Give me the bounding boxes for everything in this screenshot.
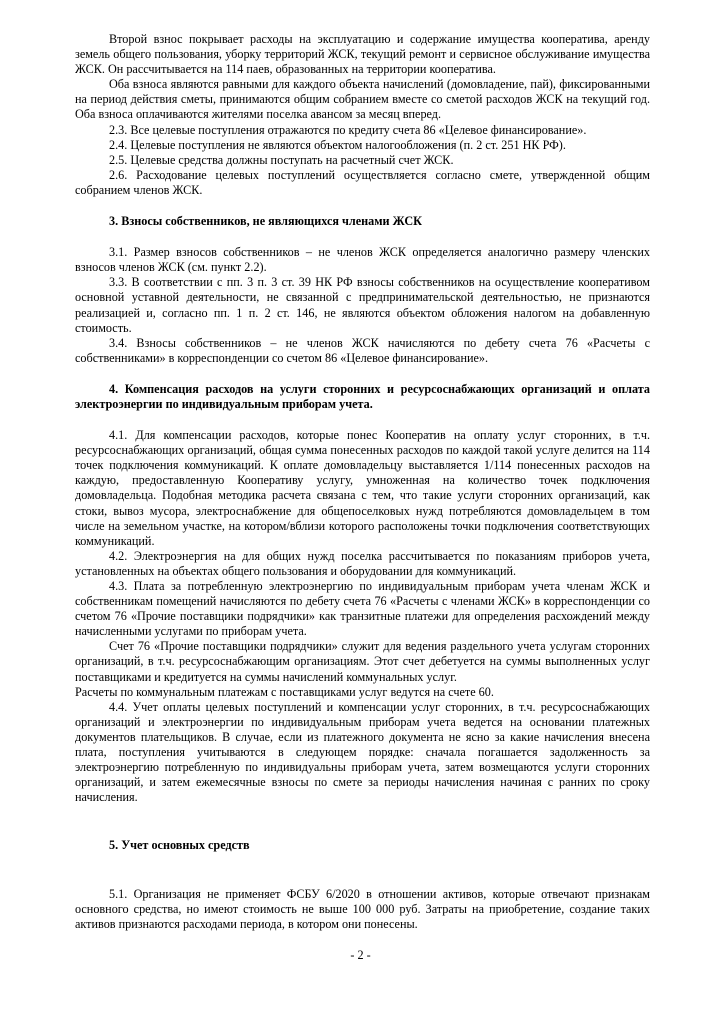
paragraph-3-3: 3.3. В соответствии с пп. 3 п. 3 ст. 39 НК РФ взносы собственников на осуществление кооперативом основной уставной деятельности, не связанной с предпринимательской деятельностью, не признаются реализацией и, согласно пп. 1 п. 2 ст. 146, не являются объектом обложения налогом на добавленную стоимость. — [75, 275, 650, 335]
paragraph-4-4: 4.4. Учет оплаты целевых поступлений и компенсации услуг сторонних, в т.ч. ресурсоснабжающих организаций и электроэнергии по индивидуальным приборам учета ведется на основании платежных документов плательщиков. В случае, если из платежного документа не ясно за какие начисления внесена плата, поступления учитываются в следующем порядке: сначала погашается задолженность за электроэнергию потребленную по индивидуальны приборам учета, затем возмещаются услуги сторонних организаций, и затем ежемесячные взносы по смете за периоды начисления начиная с ранних по сроку начисления. — [75, 699, 650, 805]
document-page — [75, 32, 650, 932]
page-number: - 2 - — [350, 948, 371, 962]
paragraph-2-5: 2.5. Целевые средства должны поступать на расчетный счет ЖСК. — [109, 152, 454, 167]
paragraph-4-1: 4.1. Для компенсации расходов, которые понес Кооператив на оплату услуг сторонних, в т.ч. ресурсоснабжающих организаций, общая сумма понесенных расходов по каждой такой услуге делится на 114 точек подключения коммуникаций. К оплате домовладельцу выставляется 1/114 понесенных расходов на каждую, предоставленную Кооперативу услугу, умноженная на количество точек подключения домовладельца. Подобная методика расчета связана с тем, что такие услуги сторонних организаций, как стоки, вывоз мусора, электроснабжение для общепоселковых нужд потребляются домовладельцем в том числе на земельном участке, на котором/вблизи которого расположены точки подключения соответствующих коммуникаций. — [75, 428, 650, 548]
paragraph-account-60: Расчеты по коммунальным платежам с поставщиками услуг ведутся на счете 60. — [75, 684, 494, 699]
section-4-heading: 4. Компенсация расходов на услуги сторонних и ресурсоснабжающих организаций и оплата электроэнергии по индивидуальным приборам учета. — [75, 381, 650, 411]
paragraph-2-6: 2.6. Расходование целевых поступлений осуществляется согласно смете, утвержденной общим собранием членов ЖСК. — [75, 167, 650, 197]
paragraph-both-fees: Оба взноса являются равными для каждого объекта начислений (домовладение, пай), фиксированными на период действия сметы, принимаются общим собранием вместе со сметой расходов ЖСК на текущий год. Оба взноса оплачиваются жителями поселка авансом за месяц вперед. — [75, 77, 650, 122]
paragraph-account-76: Счет 76 «Прочие поставщики подрядчики» служит для ведения раздельного учета услугам сторонних организаций, в т.ч. ресурсоснабжающим организациям. Этот счет дебетуется на суммы выполненных услуг поставщиками и кредитуется на суммы начислений коммунальных услуг. — [75, 639, 650, 684]
paragraph-2-3: 2.3. Все целевые поступления отражаются по кредиту счета 86 «Целевое финансирование». — [109, 122, 587, 137]
paragraph-4-3: 4.3. Плата за потребленную электроэнергию по индивидуальным приборам учета членам ЖСК и собственникам помещений начисляются по дебету счета 76 «Расчеты с членами ЖСК» в корреспонденции со счетом 76 «Прочие поставщики подрядчики» как транзитные платежи для определения расхождений между начисленными услугами по приборам учета. — [75, 579, 650, 639]
section-5-heading: 5. Учет основных средств — [109, 838, 250, 853]
paragraph-3-4: 3.4. Взносы собственников – не членов ЖСК начисляются по дебету счета 76 «Расчеты с собственниками» в корреспонденции со счетом 86 «Целевое финансирование». — [75, 335, 650, 365]
paragraph-4-2: 4.2. Электроэнергия на для общих нужд поселка рассчитывается по показаниям приборов учета, установленных на объектах общего пользования и оборудовании для коммуникаций. — [75, 548, 650, 578]
paragraph-second-fee: Второй взнос покрывает расходы на эксплуатацию и содержание имущества кооператива, аренду земель общего пользования, уборку территорий ЖСК, текущий ремонт и сервисное обслуживание имущества ЖСК. Он рассчитывается на 114 паев, образованных на территории кооператива. — [75, 32, 650, 77]
section-3-heading: 3. Взносы собственников, не являющихся членами ЖСК — [109, 214, 423, 229]
paragraph-3-1: 3.1. Размер взносов собственников – не членов ЖСК определяется аналогично размеру членских взносов членов ЖСК (см. пункт 2.2). — [75, 245, 650, 275]
paragraph-2-4: 2.4. Целевые поступления не являются объектом налогообложения (п. 2 ст. 251 НК РФ). — [109, 137, 566, 152]
paragraph-5-1: 5.1. Организация не применяет ФСБУ 6/2020 в отношении активов, которые отвечают признакам основного средства, но имеют стоимость не выше 100 000 руб. Затраты на приобретение, создание таких активов признаются расходами периода, в котором они понесены. — [75, 886, 650, 931]
